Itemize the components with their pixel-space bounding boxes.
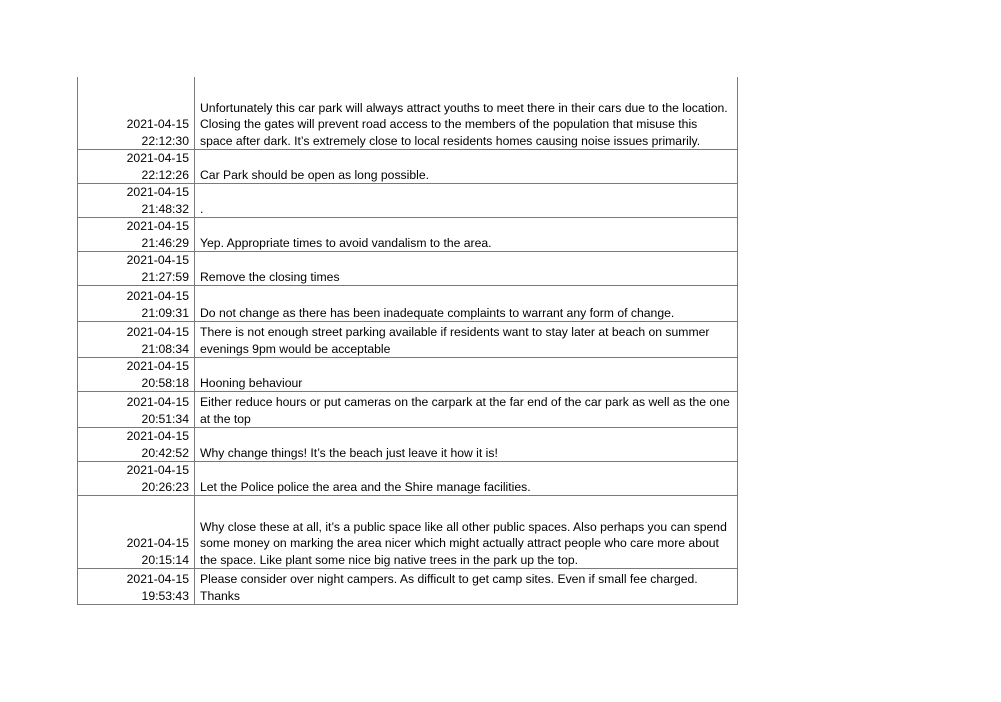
comment-cell: Remove the closing times [195, 252, 738, 286]
table-row [78, 358, 738, 392]
time-text: 21:46:29 [141, 235, 189, 250]
timestamp-cell [78, 428, 195, 462]
comment-cell: Hooning behaviour [195, 358, 738, 392]
time-text: 20:51:34 [141, 411, 189, 426]
timestamp-cell [78, 392, 195, 428]
timestamp-cell [78, 322, 195, 358]
date-text: 2021-04-15 [126, 289, 189, 303]
table-row [78, 218, 738, 252]
timestamp-cell [78, 77, 195, 150]
table-row [78, 569, 738, 605]
time-text: 19:53:43 [141, 588, 189, 603]
comment-cell: Why close these at all, it’s a public space like all other public spaces. Also perhaps you can spend some money on marking the area nicer which might actually attract people who care more about the space. Like plant some nice big native trees in the park up the top. [195, 496, 738, 569]
table-row [78, 184, 738, 218]
time-text: 22:12:26 [141, 167, 189, 182]
time-text: 20:26:23 [141, 479, 189, 494]
date-text: 2021-04-15 [126, 429, 189, 443]
table-row [78, 77, 738, 150]
date-text: 2021-04-15 [126, 536, 189, 550]
timestamp-cell [78, 358, 195, 392]
date-text: 2021-04-15 [126, 151, 189, 165]
comment-cell: Unfortunately this car park will always attract youths to meet there in their cars due to the location. Closing the gates will prevent road access to the members of the population that misuse this space after dark. It’s extremely close to local residents homes causing noise issues primarily. [195, 77, 738, 150]
comment-cell: Let the Police police the area and the Shire manage facilities. [195, 462, 738, 496]
time-text: 21:08:34 [141, 341, 189, 356]
date-text: 2021-04-15 [126, 219, 189, 233]
comment-cell: Yep. Appropriate times to avoid vandalism to the area. [195, 218, 738, 252]
date-text: 2021-04-15 [126, 395, 189, 409]
date-text: 2021-04-15 [126, 325, 189, 339]
date-text: 2021-04-15 [126, 253, 189, 267]
timestamp-cell [78, 462, 195, 496]
table-row [78, 496, 738, 569]
comment-cell: Either reduce hours or put cameras on the carpark at the far end of the car park as well as the one at the top [195, 392, 738, 428]
responses-table-wrapper [77, 77, 737, 605]
table-row [78, 150, 738, 184]
table-row [78, 428, 738, 462]
comment-cell: Car Park should be open as long possible. [195, 150, 738, 184]
time-text: 20:15:14 [141, 552, 189, 567]
table-row [78, 286, 738, 322]
responses-table [77, 77, 738, 605]
timestamp-cell [78, 569, 195, 605]
time-text: 22:12:30 [141, 133, 189, 148]
timestamp-cell [78, 252, 195, 286]
table-row [78, 462, 738, 496]
date-text: 2021-04-15 [126, 572, 189, 586]
time-text: 21:27:59 [141, 269, 189, 284]
comment-cell: . [195, 184, 738, 218]
table-row [78, 392, 738, 428]
timestamp-cell [78, 286, 195, 322]
table-row [78, 252, 738, 286]
comment-cell: Do not change as there has been inadequate complaints to warrant any form of change. [195, 286, 738, 322]
date-text: 2021-04-15 [126, 117, 189, 131]
time-text: 20:42:52 [141, 445, 189, 460]
comment-cell: Please consider over night campers. As difficult to get camp sites. Even if small fee charged. Thanks [195, 569, 738, 605]
timestamp-cell [78, 218, 195, 252]
date-text: 2021-04-15 [126, 463, 189, 477]
comment-cell: There is not enough street parking available if residents want to stay later at beach on summer evenings 9pm would be acceptable [195, 322, 738, 358]
timestamp-cell [78, 150, 195, 184]
table-row [78, 322, 738, 358]
time-text: 20:58:18 [141, 375, 189, 390]
date-text: 2021-04-15 [126, 359, 189, 373]
comment-cell: Why change things! It’s the beach just leave it how it is! [195, 428, 738, 462]
time-text: 21:48:32 [141, 201, 189, 216]
timestamp-cell [78, 496, 195, 569]
date-text: 2021-04-15 [126, 185, 189, 199]
timestamp-cell [78, 184, 195, 218]
time-text: 21:09:31 [141, 305, 189, 320]
